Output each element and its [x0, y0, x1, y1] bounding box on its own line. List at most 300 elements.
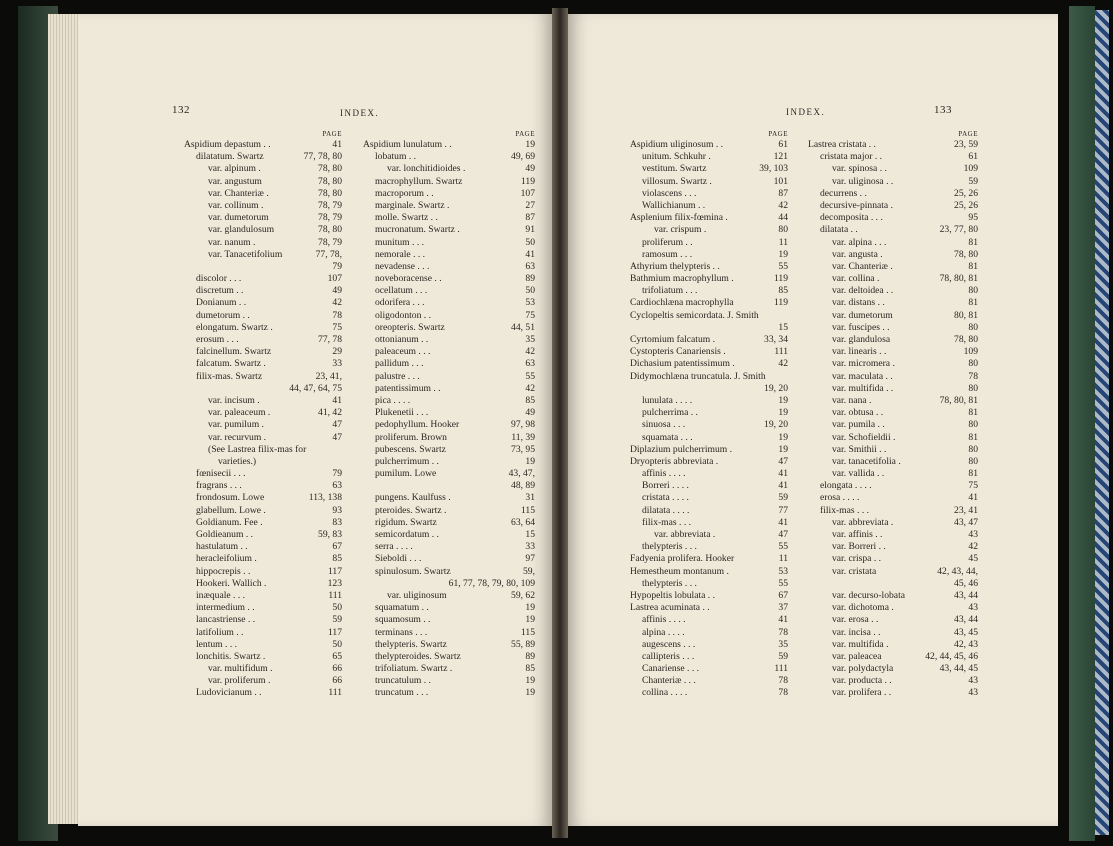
entry-term: sinuosa . . .	[642, 419, 686, 431]
entry-term: falcatum. Swartz .	[196, 358, 266, 370]
entry-term: Cardiochlæna macrophylla	[630, 297, 734, 309]
index-entry	[184, 614, 342, 626]
entry-pages: 63	[332, 480, 342, 492]
entry-pages: 119	[520, 175, 535, 187]
entry-pages: 80, 81	[954, 309, 978, 321]
index-entry	[630, 602, 788, 614]
entry-term: var. nana .	[832, 394, 872, 406]
index-entry	[184, 517, 342, 529]
entry-pages: 115	[520, 626, 535, 638]
entry-pages: 47	[332, 419, 342, 431]
index-entry	[184, 687, 342, 699]
index-entry	[808, 297, 978, 309]
entry-term: thelypteris . . .	[642, 577, 697, 589]
index-entry	[808, 371, 978, 383]
entry-term: serra . . . .	[375, 541, 413, 553]
entry-pages: 97	[525, 553, 535, 565]
entry-term: frondosum. Lowe	[196, 492, 265, 504]
entry-pages: 117	[327, 565, 342, 577]
entry-pages: 81	[968, 297, 978, 309]
entry-pages: 43	[968, 602, 978, 614]
entry-pages: 19	[525, 675, 535, 687]
entry-term: filix-mas . . .	[642, 516, 692, 528]
index-entry	[363, 310, 535, 322]
entry-pages: 78, 80	[954, 334, 978, 345]
index-entry	[630, 395, 788, 407]
entry-term: var. crispum .	[654, 224, 707, 236]
entry-pages: 47	[778, 529, 788, 540]
entry-pages: 41	[968, 492, 978, 504]
entry-term: dumetorum . .	[196, 309, 250, 321]
entry-term: var. producta . .	[832, 675, 892, 687]
index-entry	[630, 480, 788, 492]
index-entry	[363, 285, 535, 297]
entry-term: trifoliatum. Swartz .	[375, 663, 453, 675]
entry-pages: 25, 26	[954, 199, 978, 211]
entry-term: var. dichotoma .	[832, 602, 894, 614]
entry-pages: 117	[327, 626, 342, 638]
index-column-2	[808, 130, 978, 700]
entry-term: Goldianum. Fee .	[196, 516, 263, 528]
index-entry	[363, 529, 535, 541]
entry-term: inæquale . . .	[196, 589, 246, 601]
entry-term: Lastrea acuminata . .	[630, 602, 710, 614]
index-entry	[363, 492, 535, 504]
column-page-label: PAGE	[322, 130, 342, 138]
index-entry	[630, 249, 788, 261]
entry-term: oligodonton . .	[375, 309, 431, 321]
entry-term: var. crispa . .	[832, 553, 882, 565]
index-entry	[808, 200, 978, 212]
index-entry	[363, 480, 535, 492]
entry-term: dilatatum. Swartz	[196, 151, 264, 163]
index-entry	[808, 151, 978, 163]
index-entry	[630, 651, 788, 663]
entry-pages: 11	[778, 236, 788, 248]
entry-pages: 85	[525, 394, 535, 406]
entry-term: rigidum. Swartz	[375, 516, 437, 528]
index-entry	[363, 663, 535, 675]
entry-term: var. Chanteriæ .	[208, 187, 269, 199]
entry-term: latifolium . .	[196, 626, 244, 638]
index-entry	[363, 553, 535, 565]
entry-pages: 42, 44, 45, 46	[925, 650, 978, 662]
entry-term: terminans . . .	[375, 626, 428, 638]
index-entry	[808, 651, 978, 663]
entry-pages: 41	[332, 139, 342, 150]
entry-pages: 73, 95	[511, 443, 535, 455]
entry-term: var. Schofieldii .	[832, 431, 896, 443]
index-entry	[630, 541, 788, 553]
entry-term: nevadense . . .	[375, 260, 430, 272]
entry-term: var. alpina . . .	[832, 236, 887, 248]
entry-pages: 55	[525, 370, 535, 382]
index-entry	[184, 432, 342, 444]
page-edges	[48, 14, 80, 824]
index-entry	[184, 639, 342, 651]
index-entry	[184, 480, 342, 492]
index-entry	[630, 200, 788, 212]
entry-term: decurrens . .	[820, 187, 867, 199]
entry-pages: 15	[525, 529, 535, 540]
index-entry	[184, 139, 342, 151]
entry-pages: 111	[774, 663, 788, 675]
index-entry	[630, 419, 788, 431]
entry-term: var. glandulosum	[208, 224, 275, 236]
entry-term: var. cristata	[832, 565, 877, 577]
entry-pages: 31	[525, 492, 535, 504]
index-entry	[808, 529, 978, 541]
index-entry	[630, 687, 788, 699]
index-entry	[363, 273, 535, 285]
entry-pages: 97, 98	[511, 419, 535, 431]
index-entry	[808, 224, 978, 236]
index-entry	[363, 237, 535, 249]
index-entry	[808, 334, 978, 346]
entry-pages: 63, 64	[511, 516, 535, 528]
index-entry	[630, 273, 788, 285]
entry-pages: 119	[773, 273, 788, 285]
entry-term: pubescens. Swartz	[375, 443, 446, 455]
column-page-label: PAGE	[958, 130, 978, 138]
index-entry	[363, 151, 535, 163]
entry-pages: 78, 80, 81	[939, 394, 978, 406]
entry-pages: 11	[778, 553, 788, 565]
entry-term: violascens . . .	[642, 187, 697, 199]
index-entry	[630, 151, 788, 163]
index-entry	[630, 627, 788, 639]
entry-term: trifoliatum . . .	[642, 285, 698, 297]
index-entry	[363, 456, 535, 468]
entry-pages: 43	[968, 675, 978, 687]
index-entry	[808, 541, 978, 553]
index-entry	[363, 432, 535, 444]
entry-pages: 50	[525, 236, 535, 248]
entry-term: squamata . . .	[642, 431, 693, 443]
index-column-2	[363, 130, 535, 700]
entry-pages: 55	[778, 541, 788, 553]
entry-term: Sieboldi . . .	[375, 553, 422, 565]
index-entry	[363, 614, 535, 626]
entry-pages: 41	[778, 480, 788, 492]
entry-pages: 78	[778, 675, 788, 687]
entry-pages: 85	[332, 553, 342, 565]
entry-pages: 61	[778, 139, 788, 150]
entry-term: pteroides. Swartz .	[375, 504, 447, 516]
index-entry	[630, 432, 788, 444]
entry-term: nemorale . . .	[375, 248, 426, 260]
index-entry	[184, 163, 342, 175]
index-entry	[630, 492, 788, 504]
entry-pages: 19	[525, 687, 535, 699]
entry-pages: 78	[778, 626, 788, 638]
entry-pages: 48, 89	[511, 480, 535, 492]
entry-pages: 23, 41,	[315, 370, 342, 382]
running-head: INDEX.	[340, 108, 380, 118]
index-entry	[630, 224, 788, 236]
entry-term: var. affinis . .	[832, 529, 883, 540]
entry-pages: 42	[525, 346, 535, 358]
entry-pages: 78, 80	[318, 187, 342, 199]
entry-term: proliferum . .	[642, 236, 693, 248]
entry-term: spinulosum. Swartz	[375, 565, 451, 577]
index-entry	[184, 188, 342, 200]
index-entry	[630, 371, 788, 383]
entry-pages: 78	[332, 309, 342, 321]
entry-pages: 59, 62	[511, 589, 535, 601]
index-entry	[363, 297, 535, 309]
index-entry	[630, 614, 788, 626]
entry-term: palustre . . .	[375, 370, 420, 382]
entry-term: elongatum. Swartz .	[196, 321, 273, 333]
entry-pages: 42	[525, 382, 535, 394]
entry-pages: 65	[332, 650, 342, 662]
index-entry	[808, 237, 978, 249]
index-entry	[184, 224, 342, 236]
entry-term: semicordatum . .	[375, 529, 439, 540]
entry-pages: 78, 80	[318, 175, 342, 187]
entry-term: var. maculata . .	[832, 370, 893, 382]
index-entry	[184, 334, 342, 346]
entry-pages: 44, 47, 64, 75	[289, 382, 342, 394]
entry-term: falcinellum. Swartz	[196, 346, 272, 358]
index-entry	[808, 285, 978, 297]
index-entry	[808, 419, 978, 431]
index-entry	[630, 188, 788, 200]
index-entry	[184, 505, 342, 517]
index-entry	[184, 358, 342, 370]
index-entry	[630, 505, 788, 517]
entry-term: collina . . . .	[642, 687, 688, 699]
index-entry	[184, 468, 342, 480]
entry-term: molle. Swartz . .	[375, 212, 438, 224]
entry-term: erosum . . .	[196, 334, 239, 345]
entry-pages: 87	[778, 187, 788, 199]
entry-pages: 42	[332, 297, 342, 309]
entry-term: var. polydactyla	[832, 663, 894, 675]
index-column-1	[184, 130, 342, 700]
entry-term: var. incisum .	[208, 394, 260, 406]
entry-pages: 43, 47	[954, 516, 978, 528]
index-entry	[808, 163, 978, 175]
entry-pages: 19	[525, 614, 535, 626]
entry-pages: 44	[778, 212, 788, 224]
entry-pages: 41	[778, 614, 788, 626]
index-entry	[630, 675, 788, 687]
index-entry	[363, 261, 535, 273]
entry-pages: 43, 44	[954, 589, 978, 601]
entry-pages: 42	[778, 199, 788, 211]
entry-term: var. incisa . .	[832, 626, 881, 638]
entry-term: var. proliferum .	[208, 675, 271, 687]
index-entry	[363, 200, 535, 212]
entry-pages: 19	[525, 139, 535, 150]
index-entry	[363, 639, 535, 651]
running-head: INDEX.	[786, 107, 826, 117]
entry-pages: 78, 80, 81	[939, 273, 978, 285]
entry-pages: 59	[332, 614, 342, 626]
page-number: 133	[934, 104, 952, 116]
index-entry	[184, 176, 342, 188]
index-entry	[808, 687, 978, 699]
entry-term: fœnisecii . . .	[196, 468, 246, 480]
index-entry	[808, 675, 978, 687]
entry-term: erosa . . . .	[820, 492, 860, 504]
entry-pages: 49	[525, 163, 535, 175]
entry-pages: 41	[778, 516, 788, 528]
entry-term: callipteris . . .	[642, 650, 695, 662]
entry-term: paleaceum . . .	[375, 346, 431, 358]
index-entry	[630, 212, 788, 224]
entry-term: Lastrea cristata . .	[808, 139, 876, 150]
entry-pages: 115	[520, 504, 535, 516]
entry-term: squamosum . .	[375, 614, 431, 626]
entry-term: thelypteris. Swartz	[375, 638, 447, 650]
entry-term: villosum. Swartz .	[642, 175, 712, 187]
entry-pages: 80	[968, 321, 978, 333]
index-entry	[808, 176, 978, 188]
entry-term: var. multifida .	[832, 638, 889, 650]
entry-pages: 78, 79	[318, 199, 342, 211]
index-entry	[363, 358, 535, 370]
index-entry	[808, 663, 978, 675]
entry-term: Aspidium lunulatum . .	[363, 139, 452, 150]
entry-pages: 19	[778, 407, 788, 419]
entry-pages: 78	[968, 370, 978, 382]
entry-pages: 63	[525, 260, 535, 272]
index-entry	[363, 383, 535, 395]
entry-term: Hemestheum montanum .	[630, 565, 729, 577]
index-entry	[808, 614, 978, 626]
entry-term: noveboracense . .	[375, 273, 442, 285]
index-entry	[184, 566, 342, 578]
index-entry	[808, 358, 978, 370]
index-entry	[808, 249, 978, 261]
entry-term: fragrans . . .	[196, 480, 242, 492]
entry-term: augescens . . .	[642, 638, 696, 650]
entry-pages: 43, 45	[954, 626, 978, 638]
entry-pages: 55, 89	[511, 638, 535, 650]
entry-pages: 59,	[523, 565, 535, 577]
index-entry	[630, 297, 788, 309]
entry-term: hippocrepis . .	[196, 565, 251, 577]
index-entry	[808, 553, 978, 565]
entry-pages: 119	[773, 297, 788, 309]
entry-pages: 107	[327, 273, 342, 285]
index-entry	[184, 492, 342, 504]
column-page-label: PAGE	[768, 130, 788, 138]
entry-pages: 78, 79	[318, 236, 342, 248]
entry-pages: 59	[778, 650, 788, 662]
entry-pages: 53	[525, 297, 535, 309]
index-entry	[363, 224, 535, 236]
entry-term: oreopteris. Swartz	[375, 321, 445, 333]
entry-term: var. distans . .	[832, 297, 885, 309]
entry-pages: 42	[968, 541, 978, 553]
entry-term: var. prolifera . .	[832, 687, 892, 699]
entry-pages: 45	[968, 553, 978, 565]
entry-term: ramosum . . .	[642, 248, 693, 260]
entry-term: patentissimum . .	[375, 382, 441, 394]
entry-term: (See Lastrea filix-mas for	[208, 443, 307, 455]
entry-term: intermedium . .	[196, 602, 255, 614]
index-entry	[184, 273, 342, 285]
entry-pages: 35	[778, 638, 788, 650]
entry-term: lancastriense . .	[196, 614, 256, 626]
entry-term: var. deltoidea . .	[832, 285, 894, 297]
entry-term: pedophyllum. Hooker	[375, 419, 460, 431]
index-entry	[808, 602, 978, 614]
entry-term: Fadyenia prolifera. Hooker	[630, 553, 735, 565]
index-entry	[630, 261, 788, 273]
index-entry	[184, 371, 342, 383]
index-entry	[808, 639, 978, 651]
entry-term: Donianum . .	[196, 297, 247, 309]
entry-pages: 19	[778, 443, 788, 455]
entry-pages: 49	[525, 407, 535, 419]
entry-term: alpina . . . .	[642, 626, 685, 638]
entry-pages: 66	[332, 663, 342, 675]
entry-term: var. paleaceum .	[208, 407, 271, 419]
entry-pages: 50	[332, 638, 342, 650]
entry-term: ocellatum . . .	[375, 285, 428, 297]
entry-term: unitum. Schkuhr .	[642, 151, 711, 163]
entry-pages: 78, 80	[318, 224, 342, 236]
entry-term: vestitum. Swartz	[642, 163, 707, 175]
entry-term: hastulatum . .	[196, 541, 248, 553]
entry-term: pulcherrima . .	[642, 407, 698, 419]
entry-term: var. dumetorum	[208, 212, 269, 224]
entry-pages: 85	[778, 285, 788, 297]
index-entry	[184, 651, 342, 663]
entry-term: var. erosa . .	[832, 614, 879, 626]
entry-pages: 109	[963, 346, 978, 358]
entry-term: Hypopeltis lobulata . .	[630, 589, 715, 601]
entry-term: pulcherrimum . .	[375, 455, 439, 467]
entry-term: mucronatum. Swartz .	[375, 224, 460, 236]
index-entry	[363, 505, 535, 517]
entry-term: Dryopteris abbreviata .	[630, 455, 719, 467]
index-entry	[808, 212, 978, 224]
index-entry	[184, 602, 342, 614]
entry-pages: 41	[778, 468, 788, 480]
entry-term: truncatum . . .	[375, 687, 429, 699]
index-entry	[184, 212, 342, 224]
entry-pages: 42	[778, 358, 788, 370]
index-entry	[363, 687, 535, 699]
index-entry	[630, 334, 788, 346]
entry-pages: 80	[968, 382, 978, 394]
entry-term: heracleifolium .	[196, 553, 257, 565]
entry-term: var. multifidum .	[208, 663, 273, 675]
entry-pages: 37	[778, 602, 788, 614]
entry-term: lonchitis. Swartz .	[196, 650, 266, 662]
entry-term: var. Borreri . .	[832, 541, 886, 553]
index-entry	[184, 395, 342, 407]
index-entry	[363, 444, 535, 456]
entry-term: decursive-pinnata .	[820, 199, 893, 211]
entry-term: elongata . . . .	[820, 480, 872, 492]
entry-term: squamatum . .	[375, 602, 429, 614]
index-entry	[630, 237, 788, 249]
entry-pages: 83	[332, 516, 342, 528]
entry-term: lunulata . . . .	[642, 394, 693, 406]
entry-pages: 67	[778, 589, 788, 601]
index-entry	[184, 529, 342, 541]
entry-pages: 19	[778, 248, 788, 260]
entry-pages: 80	[778, 224, 788, 236]
entry-term: Dichasium patentissimum .	[630, 358, 735, 370]
